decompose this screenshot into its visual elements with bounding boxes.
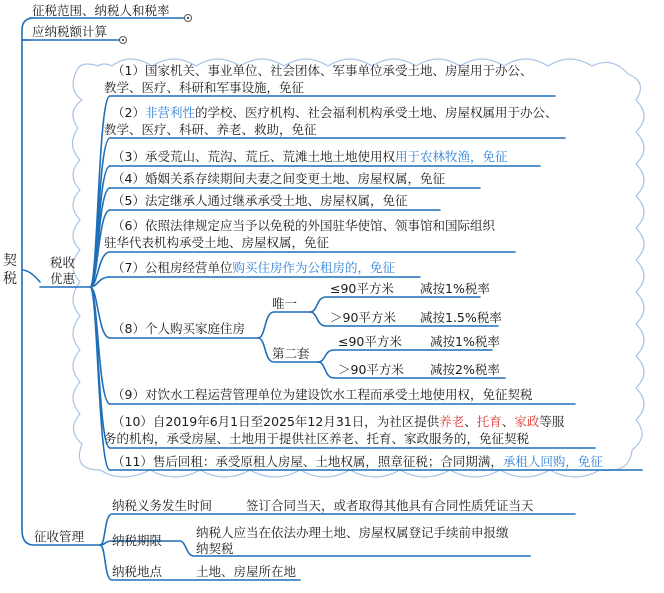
relief-node-line2[interactable]: 优惠	[50, 271, 76, 286]
first-home-large-rate: 减按1.5%税率	[420, 310, 502, 325]
admin-place-value: 土地、房屋所在地	[196, 564, 297, 579]
relief-item-6-line1: （6）依照法律规定应当予以免税的外国驻华使馆、领事馆和国际组织	[112, 218, 495, 233]
childcare-highlight: 托育	[476, 414, 502, 429]
relief-item-7: （7）公租房经营单位购买住房作为公租房的，免征	[112, 260, 395, 275]
relief-node-line1[interactable]: 税收	[50, 255, 76, 270]
scope-node[interactable]: 征税范围、纳税人和税率	[32, 3, 170, 18]
admin-deadline-label: 纳税期限	[112, 533, 163, 548]
root-to-relief	[22, 270, 40, 282]
relief-item-5: （5）法定继承人通过继承承受土地、房屋权属，免征	[112, 193, 408, 208]
relief-item-4: （4）婚姻关系存续期间夫妻之间变更土地、房屋权属，免征	[112, 171, 445, 186]
relief-item-2-line2: 教学、医疗、科研、养老、救助，免征	[104, 122, 317, 137]
agriculture-highlight: 用于农林牧渔，免征	[394, 149, 508, 164]
admin-node[interactable]: 征收管理	[34, 529, 85, 544]
lessee-buyback-highlight: 承租人回购，免征	[502, 454, 603, 469]
relief-item-2-line1: （2）非营利性的学校、医疗机构、社会福利机构承受土地、房屋权属用于办公、	[112, 105, 558, 120]
relief-item-8: （8）个人购买家庭住房	[112, 321, 245, 336]
second-home-label: 第二套	[272, 346, 310, 361]
root-node[interactable]: 契税	[3, 253, 17, 287]
relief-item-6-line2: 驻华代表机构承受土地、房屋权属，免征	[104, 235, 330, 250]
first-home-small-area: ≤90平方米	[330, 281, 394, 296]
second-home-small-rate: 减按1%税率	[430, 334, 500, 349]
relief-item-10-line1: （10）自2019年6月1日至2025年12月31日，为社区提供养老、托育、家政等服	[112, 414, 565, 429]
admin-time-value: 签订合同当天，或者取得其他具有合同性质凭证当天	[246, 498, 534, 513]
relief-item-10-line2: 务的机构，承受房屋、土地用于提供社区养老、托育、家政服务的，免征契税	[104, 431, 530, 446]
relief-item-1-line1: （1）国家机关、事业单位、社会团体、军事单位承受土地、房屋用于办公、	[112, 63, 533, 78]
relief-item-3: （3）承受荒山、荒沟、荒丘、荒滩土地土地使用权用于农林牧渔，免征	[112, 149, 508, 164]
first-home-label: 唯一	[272, 296, 298, 311]
admin-time-label: 纳税义务发生时间	[112, 498, 213, 513]
nonprofit-highlight: 非营利性	[144, 105, 195, 120]
root-trunk	[22, 18, 34, 545]
calc-node[interactable]: 应纳税额计算	[32, 24, 108, 39]
relief-item-1-line2: 教学、医疗、科研和军事设施，免征	[104, 80, 305, 95]
elderly-care-highlight: 养老	[439, 414, 465, 429]
admin-deadline-value-line1: 纳税人应当在依法办理土地、房屋权属登记手续前申报缴	[196, 525, 509, 540]
first-home-small-rate: 减按1%税率	[420, 281, 490, 296]
second-home-large-area: ＞90平方米	[338, 362, 404, 377]
relief-item-11: （11）售后回租：承受原租人房屋、土地权属，照章征税；合同期满，承租人回购，免征	[112, 454, 603, 469]
first-home-large-area: ＞90平方米	[330, 310, 396, 325]
housekeeping-highlight: 家政	[514, 414, 540, 429]
second-home-small-area: ≤90平方米	[338, 334, 402, 349]
admin-place-label: 纳税地点	[112, 564, 163, 579]
relief-item-9: （9）对饮水工程运营管理单位为建设饮水工程而承受土地使用权，免征契税	[112, 387, 533, 402]
public-rental-highlight: 购买住房作为公租房的，免征	[232, 260, 395, 275]
admin-deadline-value-line2: 纳契税	[196, 541, 234, 556]
second-home-large-rate: 减按2%税率	[430, 362, 500, 377]
